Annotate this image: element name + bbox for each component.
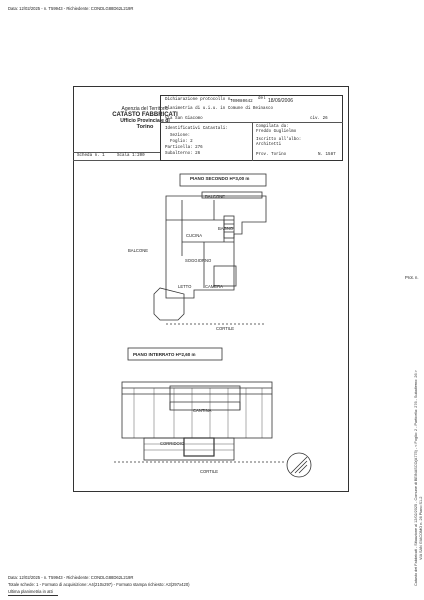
divider [252,122,253,161]
protocol-label: Dichiarazione protocollo n. [165,98,233,102]
label-bath: BAGNO [218,226,234,231]
label-balcony-top: BALCONE [205,194,226,199]
sezione: Sezione: [170,134,191,138]
side-prot: Prot. n. [405,275,419,280]
floor2-title: PIANO INTERRATO H=2,60 m [133,352,196,357]
label-kitchen: CUCINA [186,233,203,238]
cortile-block [144,438,234,460]
footer-line2: Totale schede: 1 - Formato di acquisizione: A4(210x297) - Formato stampa richiesto: A3(297x420) [8,582,190,587]
floor1-title: PIANO SECONDO H=3,00 m [190,176,250,181]
agency-line1: Agenzia del Territorio [121,106,169,112]
compilata-name: Freddo Guglielmo [256,130,297,134]
iscritto-label: Iscritto all'albo: [256,138,302,142]
del-label: del [258,97,266,101]
ident-label: Identificativi Catastali: [165,127,228,131]
cellar-block [170,386,240,410]
label-living: SOGGIORNO [185,258,212,263]
footer-line1: Data: 12/02/2025 - n. T59943 - Richiedente: CONDLG88D62L219R [8,575,134,580]
province: Prov. Torino [256,153,287,157]
compilata-label: Compilata da: [256,125,289,129]
plan-title: Planimetria di u.i.u. in Comune di Beinasco [165,107,274,111]
label-balcony-left: BALCONE [128,248,149,253]
side-vertical-2: VIA SAN GIACOMO n. 26 Piano S1-2 [419,496,423,560]
apartment-outline [166,196,266,298]
civic-number: civ. 26 [310,117,328,121]
scheda: Scheda n. 1 [77,154,105,158]
label-cantina: CANTINA [193,408,212,413]
registration-number: N. 1587 [318,153,336,157]
footer-rule [8,595,58,596]
footer-line3: Ultima planimetria in atti [8,589,53,594]
label-cortile2: CORTILE [200,469,219,474]
label-bedroom1: LETTO [178,284,192,289]
highlighted-cantina [184,438,214,456]
agency-line3: Ufficio Provinciale di [120,118,170,124]
foglio: Foglio: 2 [170,140,193,144]
interior-walls [166,200,234,288]
particella: Particella: 276 [165,146,203,150]
header-meta: Data: 12/02/2025 - n. T59943 - Richiedente: CONDLG88D62L219R [8,6,134,11]
label-courtyard: CORTILE [216,326,235,331]
agency-line4: Torino [136,124,154,130]
scala: Scala 1:200 [117,154,145,158]
address: Via San Giacomo [165,117,203,121]
iscritto-value: Architetti [256,143,282,147]
side-vertical-1: Catasto dei Fabbricati - Situazione al 12/02/2025 - Comune di BEINASCO(A775) - < Foglio: 2 - Particella: 276 - Subalterno: 26 > [414,370,418,586]
protocol-date: 18/09/2006 [268,98,294,104]
label-corridor: CORRIDOIO [160,441,185,446]
small-room [214,266,236,286]
agency-line2: CATASTO FABBRICATI [112,112,178,118]
floor-plan-drawing [74,162,348,491]
subalterno: Subalterno: 26 [165,152,201,156]
balcony-left [154,288,184,320]
label-bedroom2: CAMERA [205,284,223,289]
protocol-number: T00080642 [230,100,253,104]
